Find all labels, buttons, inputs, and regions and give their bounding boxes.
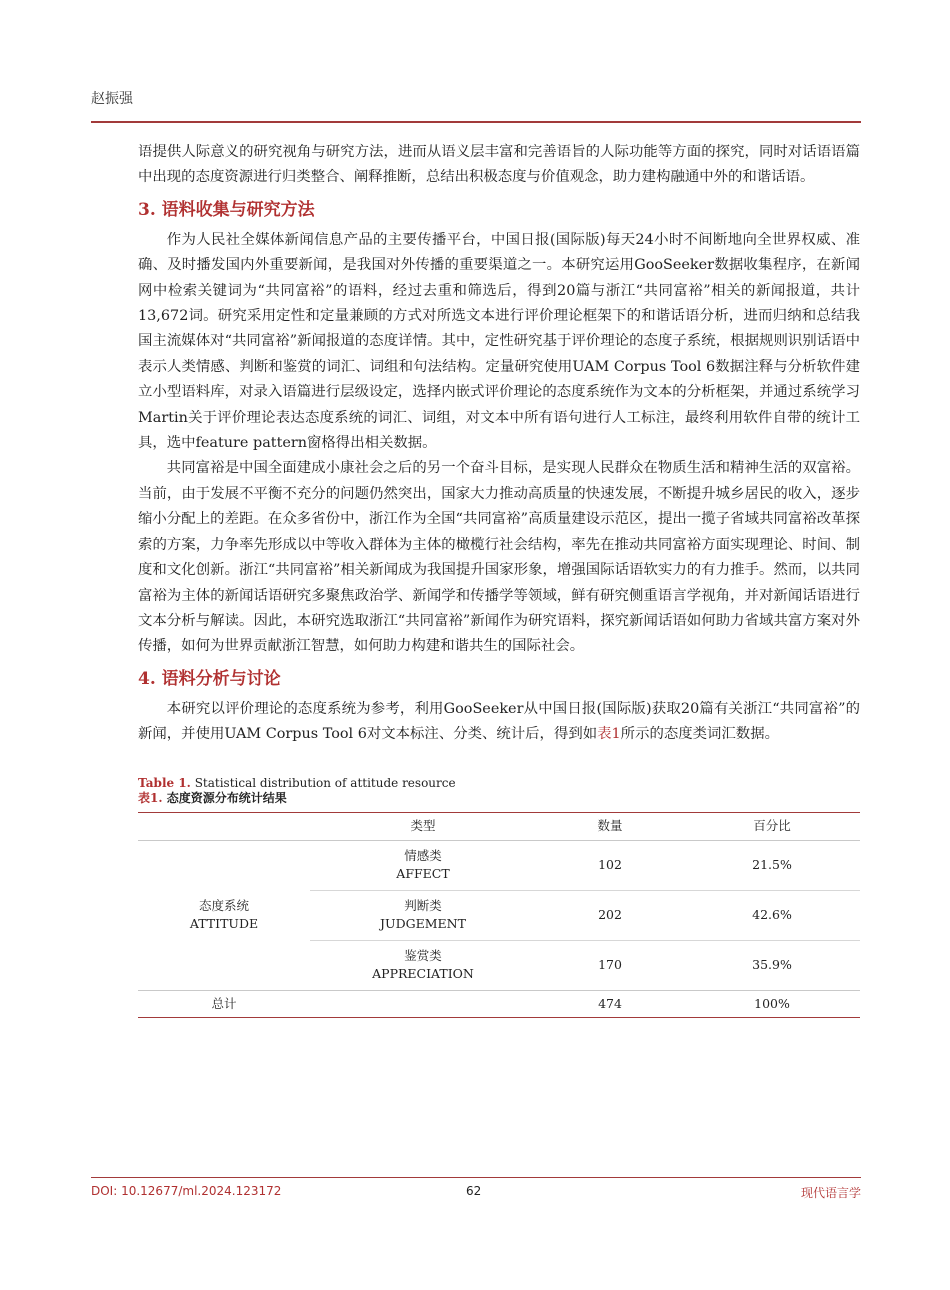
group-label-zh: 态度系统 xyxy=(198,898,249,914)
article-body xyxy=(138,140,860,1018)
table-caption-zh-label: 表1. xyxy=(138,790,163,805)
count-cell: 102 xyxy=(536,840,684,890)
count-cell: 170 xyxy=(536,940,684,990)
group-cell-attitude xyxy=(138,840,310,990)
percent-cell: 21.5% xyxy=(684,840,860,890)
footer-divider xyxy=(91,1177,861,1178)
header-blank-cell xyxy=(138,812,310,840)
total-count: 474 xyxy=(536,990,684,1017)
header-count: 数量 xyxy=(536,812,684,840)
table-caption-en xyxy=(138,776,860,791)
percent-cell: 35.9% xyxy=(684,940,860,990)
table-1-caption xyxy=(138,776,860,806)
footer-page-number: 62 xyxy=(466,1184,482,1198)
intro-paragraph: 语提供人际意义的研究视角与研究方法，进而从语义层丰富和完善语旨的人际功能等方面的探究，同时对话语语篇中出现的态度资源进行归类整合、阐释推断，总结出积极态度与价值观念，助力建构融通中外的和谐话语。 xyxy=(138,144,860,186)
type-en: JUDGEMENT xyxy=(380,916,466,932)
type-cell xyxy=(310,940,536,990)
type-zh: 鉴赏类 xyxy=(404,948,442,964)
type-cell xyxy=(310,840,536,890)
type-en: APPRECIATION xyxy=(372,966,474,982)
table-header-row xyxy=(138,812,860,840)
header-divider xyxy=(91,121,861,123)
table-total-row xyxy=(138,990,860,1017)
table-1-link[interactable]: 表1 xyxy=(597,726,621,743)
section-4-paragraph-1 xyxy=(138,697,860,748)
header-type: 类型 xyxy=(310,812,536,840)
type-zh: 情感类 xyxy=(404,848,442,864)
section-3-paragraph-1: 作为人民社全媒体新闻信息产品的主要传播平台，中国日报(国际版)每天24小时不间断地向全世界权威、准确、及时播发国内外重要新闻，是我国对外传播的重要渠道之一。本研究运用GooSeeker数据收集程序，在新闻网中检索关键词为“共同富裕”的语料，经过去重和筛选后，得到20篇与浙江“共同富裕”相关的新闻报道，共计13,672词。研究采用定性和定量兼顾的方式对所选文本进行评价理论框架下的和谐话语分析，进而归纳和总结我国主流媒体对“共同富裕”新闻报道的态度详情。其中，定性研究基于评价理论的态度子系统，根据规则识别话语中表示人类情感、判断和鉴赏的词汇、词组和句法结构。定量研究使用UAM Corpus Tool 6数据注释与分析软件建立小型语料库，对录入语篇进行层级设定，选择内嵌式评价理论的态度系统作为文本的分析框架，并通过系统学习Martin关于评价理论表达态度系统的词汇、词组，对文本中所有语句进行人工标注，最终利用软件自带的统计工具，选中feature pattern窗格得出相关数据。 xyxy=(138,231,860,452)
section-3-paragraph-2: 共同富裕是中国全面建成小康社会之后的另一个奋斗目标，是实现人民群众在物质生活和精神生活的双富裕。当前，由于发展不平衡不充分的问题仍然突出，国家大力推动高质量的快速发展，不断提升城乡居民的收入，逐步缩小分配上的差距。在众多省份中，浙江作为全国“共同富裕”高质量建设示范区，提出一揽子省域共同富裕改革探索的方案，力争率先形成以中等收入群体为主体的橄榄行社会结构，率先在推动共同富裕方面实现理论、时间、制度和文化创新。浙江“共同富裕”相关新闻成为我国提升国家形象，增强国际话语软实力的有力推手。然而，以共同富裕为主体的新闻话语研究多聚焦政治学、新闻学和传播学等领域，鲜有研究侧重语言学视角，并对新闻话语进行文本分析与解读。因此，本研究选取浙江“共同富裕”新闻作为研究语料，探究新闻话语如何助力省域共富方案对外传播，如何为世界贡献浙江智慧，如何助力构建和谐共生的国际社会。 xyxy=(138,460,860,655)
total-percent: 100% xyxy=(684,990,860,1017)
attitude-distribution-table xyxy=(138,812,860,1018)
footer-doi-link[interactable]: DOI: 10.12677/ml.2024.123172 xyxy=(91,1184,282,1198)
running-header-author: 赵振强 xyxy=(91,91,133,107)
type-cell xyxy=(310,890,536,940)
table-caption-zh xyxy=(138,791,860,806)
total-label: 总计 xyxy=(138,990,310,1017)
count-cell: 202 xyxy=(536,890,684,940)
section-4-heading: 4. 语料分析与讨论 xyxy=(138,668,281,689)
percent-cell: 42.6% xyxy=(684,890,860,940)
table-caption-en-label: Table 1. xyxy=(138,775,191,790)
total-type-blank xyxy=(310,990,536,1017)
section-3-heading: 3. 语料收集与研究方法 xyxy=(138,199,315,220)
table-caption-zh-text: 态度资源分布统计结果 xyxy=(166,790,287,805)
table-row xyxy=(138,840,860,890)
table-caption-en-text: Statistical distribution of attitude resource xyxy=(194,775,456,790)
paragraph-text-before-ref: 本研究以评价理论的态度系统为参考，利用GooSeeker从中国日报(国际版)获取20篇有关浙江“共同富裕”的新闻，并使用UAM Corpus Tool 6对文本标注、分类、统计后，得到如 xyxy=(138,700,860,743)
type-en: AFFECT xyxy=(396,866,450,882)
footer-journal-name: 现代语言学 xyxy=(800,1186,861,1200)
type-zh: 判断类 xyxy=(404,898,442,914)
paragraph-text-after-ref: 所示的态度类词汇数据。 xyxy=(620,726,779,743)
header-percent: 百分比 xyxy=(684,812,860,840)
group-label-en: ATTITUDE xyxy=(189,916,259,932)
